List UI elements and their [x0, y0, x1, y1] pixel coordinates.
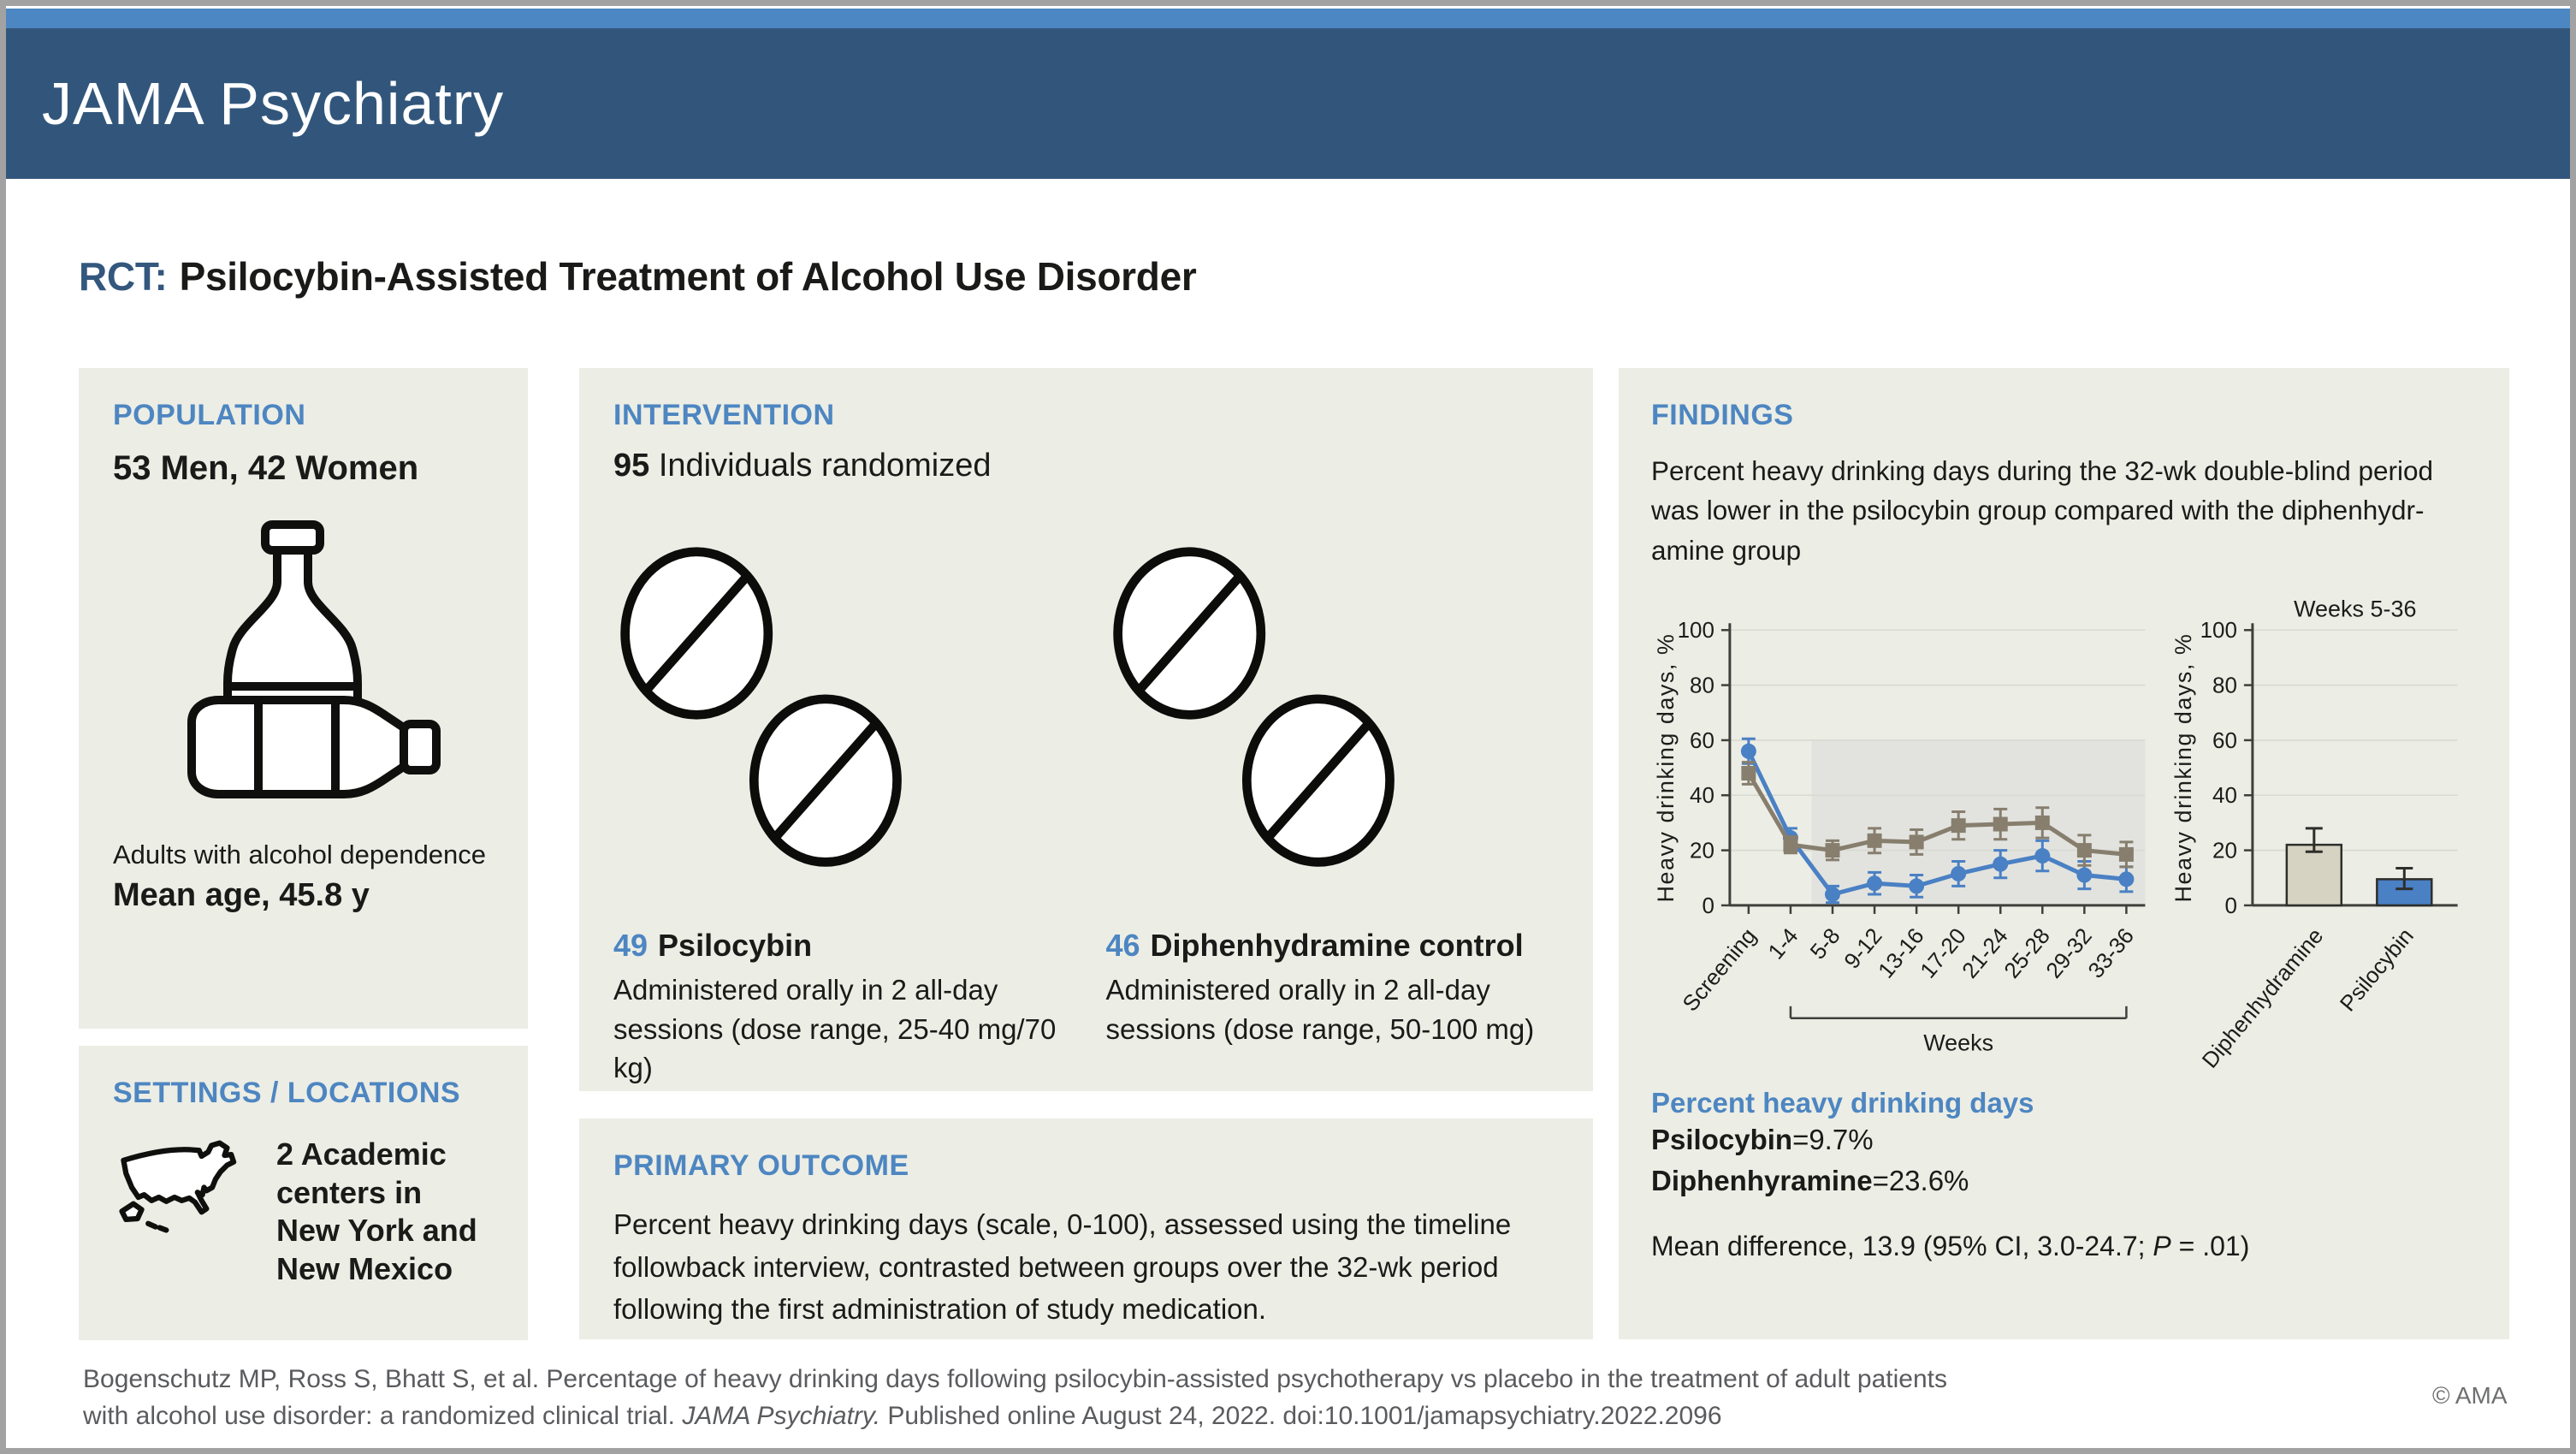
svg-text:100: 100: [1677, 617, 1714, 644]
bar-chart: [2169, 596, 2477, 1075]
randomized-line: [613, 448, 1559, 484]
svg-text:40: 40: [1690, 782, 1714, 809]
svg-text:20: 20: [2212, 837, 2238, 863]
stat-diphenhydramine: Diphenhyramine=23.6%: [1651, 1164, 1969, 1196]
svg-text:80: 80: [2212, 672, 2238, 698]
primary-outcome-text: Percent heavy drinking days (scale, 0-100), assessed using the timeline followback interview, contrasted between groups over the 32-wk period following the first administration of study medication.: [613, 1208, 1512, 1325]
arm-psilocybin: [613, 484, 1067, 1088]
svg-text:0: 0: [2224, 892, 2238, 918]
copyright: © AMA: [2432, 1382, 2508, 1409]
randomized-label: Individuals randomized: [658, 448, 992, 484]
citation: Bogenschutz MP, Ross S, Bhatt S, et al. Percentage of heavy drinking days following psilocybin-assisted psychotherapy vs placebo in the treatment of adult patients with alcohol use disorder: a randomized clinical trial. JAMA Psychiatry. Published online August 24, 2022. doi:10.1001/jamapsychiatry.2022.2096: [83, 1361, 2153, 1434]
svg-text:100: 100: [2200, 617, 2238, 644]
svg-text:13-16: 13-16: [1873, 923, 1929, 983]
population-description: Adults with alcohol dependence: [113, 840, 487, 869]
svg-text:80: 80: [1690, 672, 1714, 698]
svg-text:20: 20: [1690, 837, 1714, 863]
settings-box: [79, 1046, 528, 1340]
svg-text:33-36: 33-36: [2082, 923, 2140, 983]
svg-text:21-24: 21-24: [1957, 923, 2013, 983]
citation-line2: with alcohol use disorder: a randomized clinical trial. JAMA Psychiatry. Published online August 24, 2022. doi:10.1001/jamapsychiatry.2022.2096: [83, 1402, 1722, 1431]
findings-heading: FINDINGS: [1651, 399, 1794, 431]
findings-box: [1619, 368, 2509, 1339]
svg-text:40: 40: [2212, 782, 2238, 809]
primary-outcome-box: [579, 1119, 1593, 1339]
svg-text:Diphenhydramine: Diphenhydramine: [2196, 923, 2329, 1073]
pills-icon: [1106, 544, 1560, 878]
line-chart: [1651, 596, 2160, 1075]
arm-diphenhydramine-title: 46 Diphenhydramine control: [1105, 928, 1524, 963]
primary-outcome-heading: PRIMARY OUTCOME: [613, 1149, 909, 1182]
headline-text: Psilocybin-Assisted Treatment of Alcohol Use Disorder: [179, 254, 1197, 299]
population-box: [79, 368, 528, 1029]
pills-icon: [613, 544, 1067, 878]
settings-text: 2 Academic centers in New York and New Mexico: [276, 1136, 477, 1286]
findings-text: Percent heavy drinking days during the 32-wk double-blind period was lower in the psilocybin group compared with the diphenhydr- amine group: [1651, 455, 2434, 566]
us-map-icon: [113, 1136, 254, 1289]
svg-text:Heavy drinking days, %: Heavy drinking days, %: [2170, 632, 2197, 903]
population-mean-age: Mean age, 45.8 y: [113, 877, 370, 913]
mean-difference: Mean difference, 13.9 (95% CI, 3.0-24.7; P = .01): [1651, 1230, 2250, 1261]
svg-text:Weeks: Weeks: [1923, 1030, 1994, 1056]
svg-text:29-32: 29-32: [2040, 923, 2097, 983]
settings-heading: SETTINGS / LOCATIONS: [113, 1077, 461, 1109]
svg-text:Psilocybin: Psilocybin: [2335, 923, 2419, 1017]
svg-text:17-20: 17-20: [1915, 923, 1971, 983]
arm-diphenhydramine: [1106, 484, 1560, 1088]
svg-text:60: 60: [2212, 727, 2238, 753]
svg-text:Screening: Screening: [1677, 923, 1762, 1017]
svg-text:1-4: 1-4: [1762, 923, 1803, 964]
svg-text:Weeks 5-36: Weeks 5-36: [2294, 596, 2417, 622]
intervention-box: [579, 368, 1593, 1091]
masthead: [6, 28, 2570, 179]
stat-psilocybin: Psilocybin=9.7%: [1651, 1123, 1874, 1155]
stats-heading: Percent heavy drinking days: [1651, 1086, 2034, 1119]
svg-text:25-28: 25-28: [1999, 923, 2055, 983]
study-headline: [79, 253, 1196, 300]
liquor-bottles-icon: [137, 519, 494, 805]
population-stat: 53 Men, 42 Women: [113, 449, 419, 487]
arm-psilocybin-desc: Administered orally in 2 all-day sessions (dose range, 25-40 mg/70 kg): [613, 974, 1057, 1084]
svg-text:60: 60: [1690, 727, 1714, 753]
top-accent-strip: [6, 9, 2570, 28]
svg-text:9-12: 9-12: [1839, 923, 1887, 974]
svg-text:5-8: 5-8: [1804, 923, 1845, 964]
journal-title: JAMA Psychiatry: [42, 70, 505, 137]
arm-diphenhydramine-desc: Administered orally in 2 all-day sessions (dose range, 50-100 mg): [1105, 974, 1535, 1045]
svg-text:Heavy drinking days, %: Heavy drinking days, %: [1652, 632, 1679, 903]
headline-prefix: RCT:: [79, 254, 168, 299]
population-heading: POPULATION: [113, 399, 306, 431]
intervention-heading: INTERVENTION: [613, 399, 835, 431]
randomized-count: 95: [613, 448, 650, 484]
svg-text:0: 0: [1702, 892, 1714, 918]
arm-psilocybin-title: 49 Psilocybin: [613, 928, 813, 963]
